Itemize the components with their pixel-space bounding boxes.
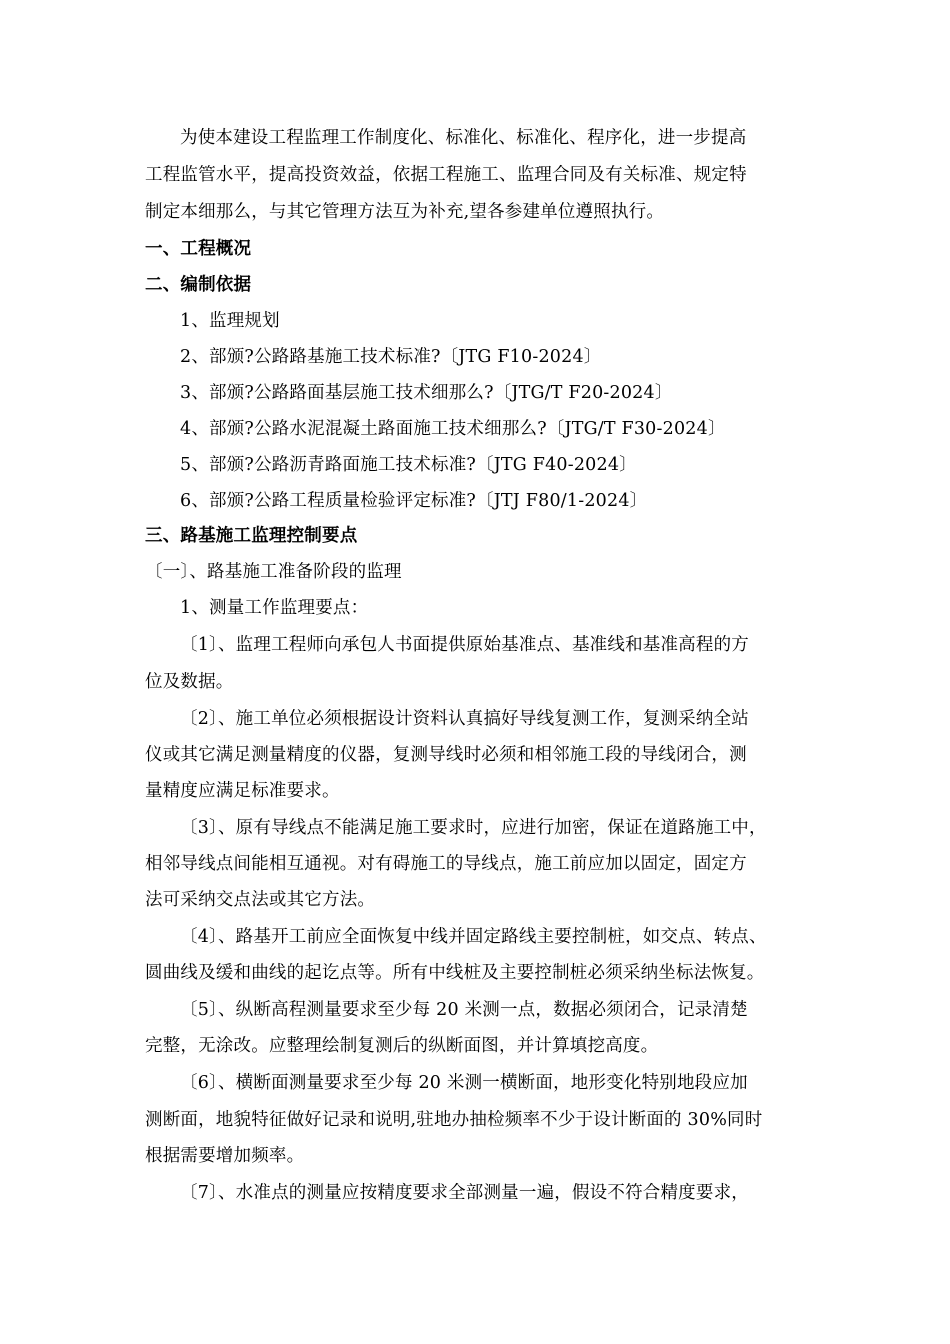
section-heading-overview: 一、工程概况 — [145, 239, 252, 259]
item-heading: 1、测量工作监理要点： — [180, 598, 369, 618]
basis-item: 1、监理规划 — [180, 311, 280, 331]
point-line: 〔3〕、原有导线点不能满足施工要求时，应进行加密，保证在道路施工中， — [180, 818, 767, 838]
point-line: 根据需要增加频率。 — [145, 1146, 305, 1166]
basis-item: 6、部颁?公路工程质量检验评定标准?〔JTJ F80/1-2024〕 — [180, 491, 648, 511]
intro-line: 工程监管水平，提高投资效益，依据工程施工、监理合同及有关标准、规定特 — [145, 165, 747, 185]
section-heading-roadbed: 三、路基施工监理控制要点 — [145, 526, 358, 546]
point-line: 位及数据。 — [145, 672, 234, 692]
point-line: 测断面，地貌特征做好记录和说明,驻地办抽检频率不少于设计断面的 30%同时 — [145, 1110, 763, 1130]
basis-item: 2、部颁?公路路基施工技术标准?〔JTG F10-2024〕 — [180, 347, 602, 367]
intro-line: 为使本建设工程监理工作制度化、标准化、标准化、程序化，进一步提高 — [180, 128, 747, 148]
point-line: 〔2〕、施工单位必须根据设计资料认真搞好导线复测工作，复测采纳全站 — [180, 709, 749, 729]
subsection-heading: 〔一〕、路基施工准备阶段的监理 — [145, 562, 402, 582]
point-line: 〔1〕、监理工程师向承包人书面提供原始基准点、基准线和基准高程的方 — [180, 635, 749, 655]
section-heading-basis: 二、编制依据 — [145, 275, 252, 295]
intro-line: 制定本细那么，与其它管理方法互为补充,望各参建单位遵照执行。 — [145, 202, 665, 222]
point-line: 量精度应满足标准要求。 — [145, 781, 340, 801]
point-line: 完整，无涂改。应整理绘制复测后的纵断面图，并计算填挖高度。 — [145, 1036, 659, 1056]
point-line: 法可采纳交点法或其它方法。 — [145, 890, 376, 910]
point-line: 〔6〕、横断面测量要求至少每 20 米测一横断面，地形变化特别地段应加 — [180, 1073, 748, 1093]
point-line: 圆曲线及缓和曲线的起讫点等。所有中线桩及主要控制桩必须采纳坐标法恢复。 — [145, 963, 765, 983]
basis-item: 4、部颁?公路水泥混凝土路面施工技术细那么?〔JTG/T F30-2024〕 — [180, 419, 726, 439]
point-line: 仪或其它满足测量精度的仪器，复测导线时必须和相邻施工段的导线闭合，测 — [145, 745, 747, 765]
basis-item: 5、部颁?公路沥青路面施工技术标准?〔JTG F40-2024〕 — [180, 455, 637, 475]
point-line: 〔5〕、纵断高程测量要求至少每 20 米测一点，数据必须闭合，记录清楚 — [180, 1000, 748, 1020]
point-line: 〔4〕、路基开工前应全面恢复中线并固定路线主要控制桩，如交点、转点、 — [180, 927, 767, 947]
point-line: 〔7〕、水准点的测量应按精度要求全部测量一遍，假设不符合精度要求， — [180, 1183, 749, 1203]
point-line: 相邻导线点间能相互通视。对有碍施工的导线点，施工前应加以固定，固定方 — [145, 854, 747, 874]
basis-item: 3、部颁?公路路面基层施工技术细那么?〔JTG/T F20-2024〕 — [180, 383, 673, 403]
